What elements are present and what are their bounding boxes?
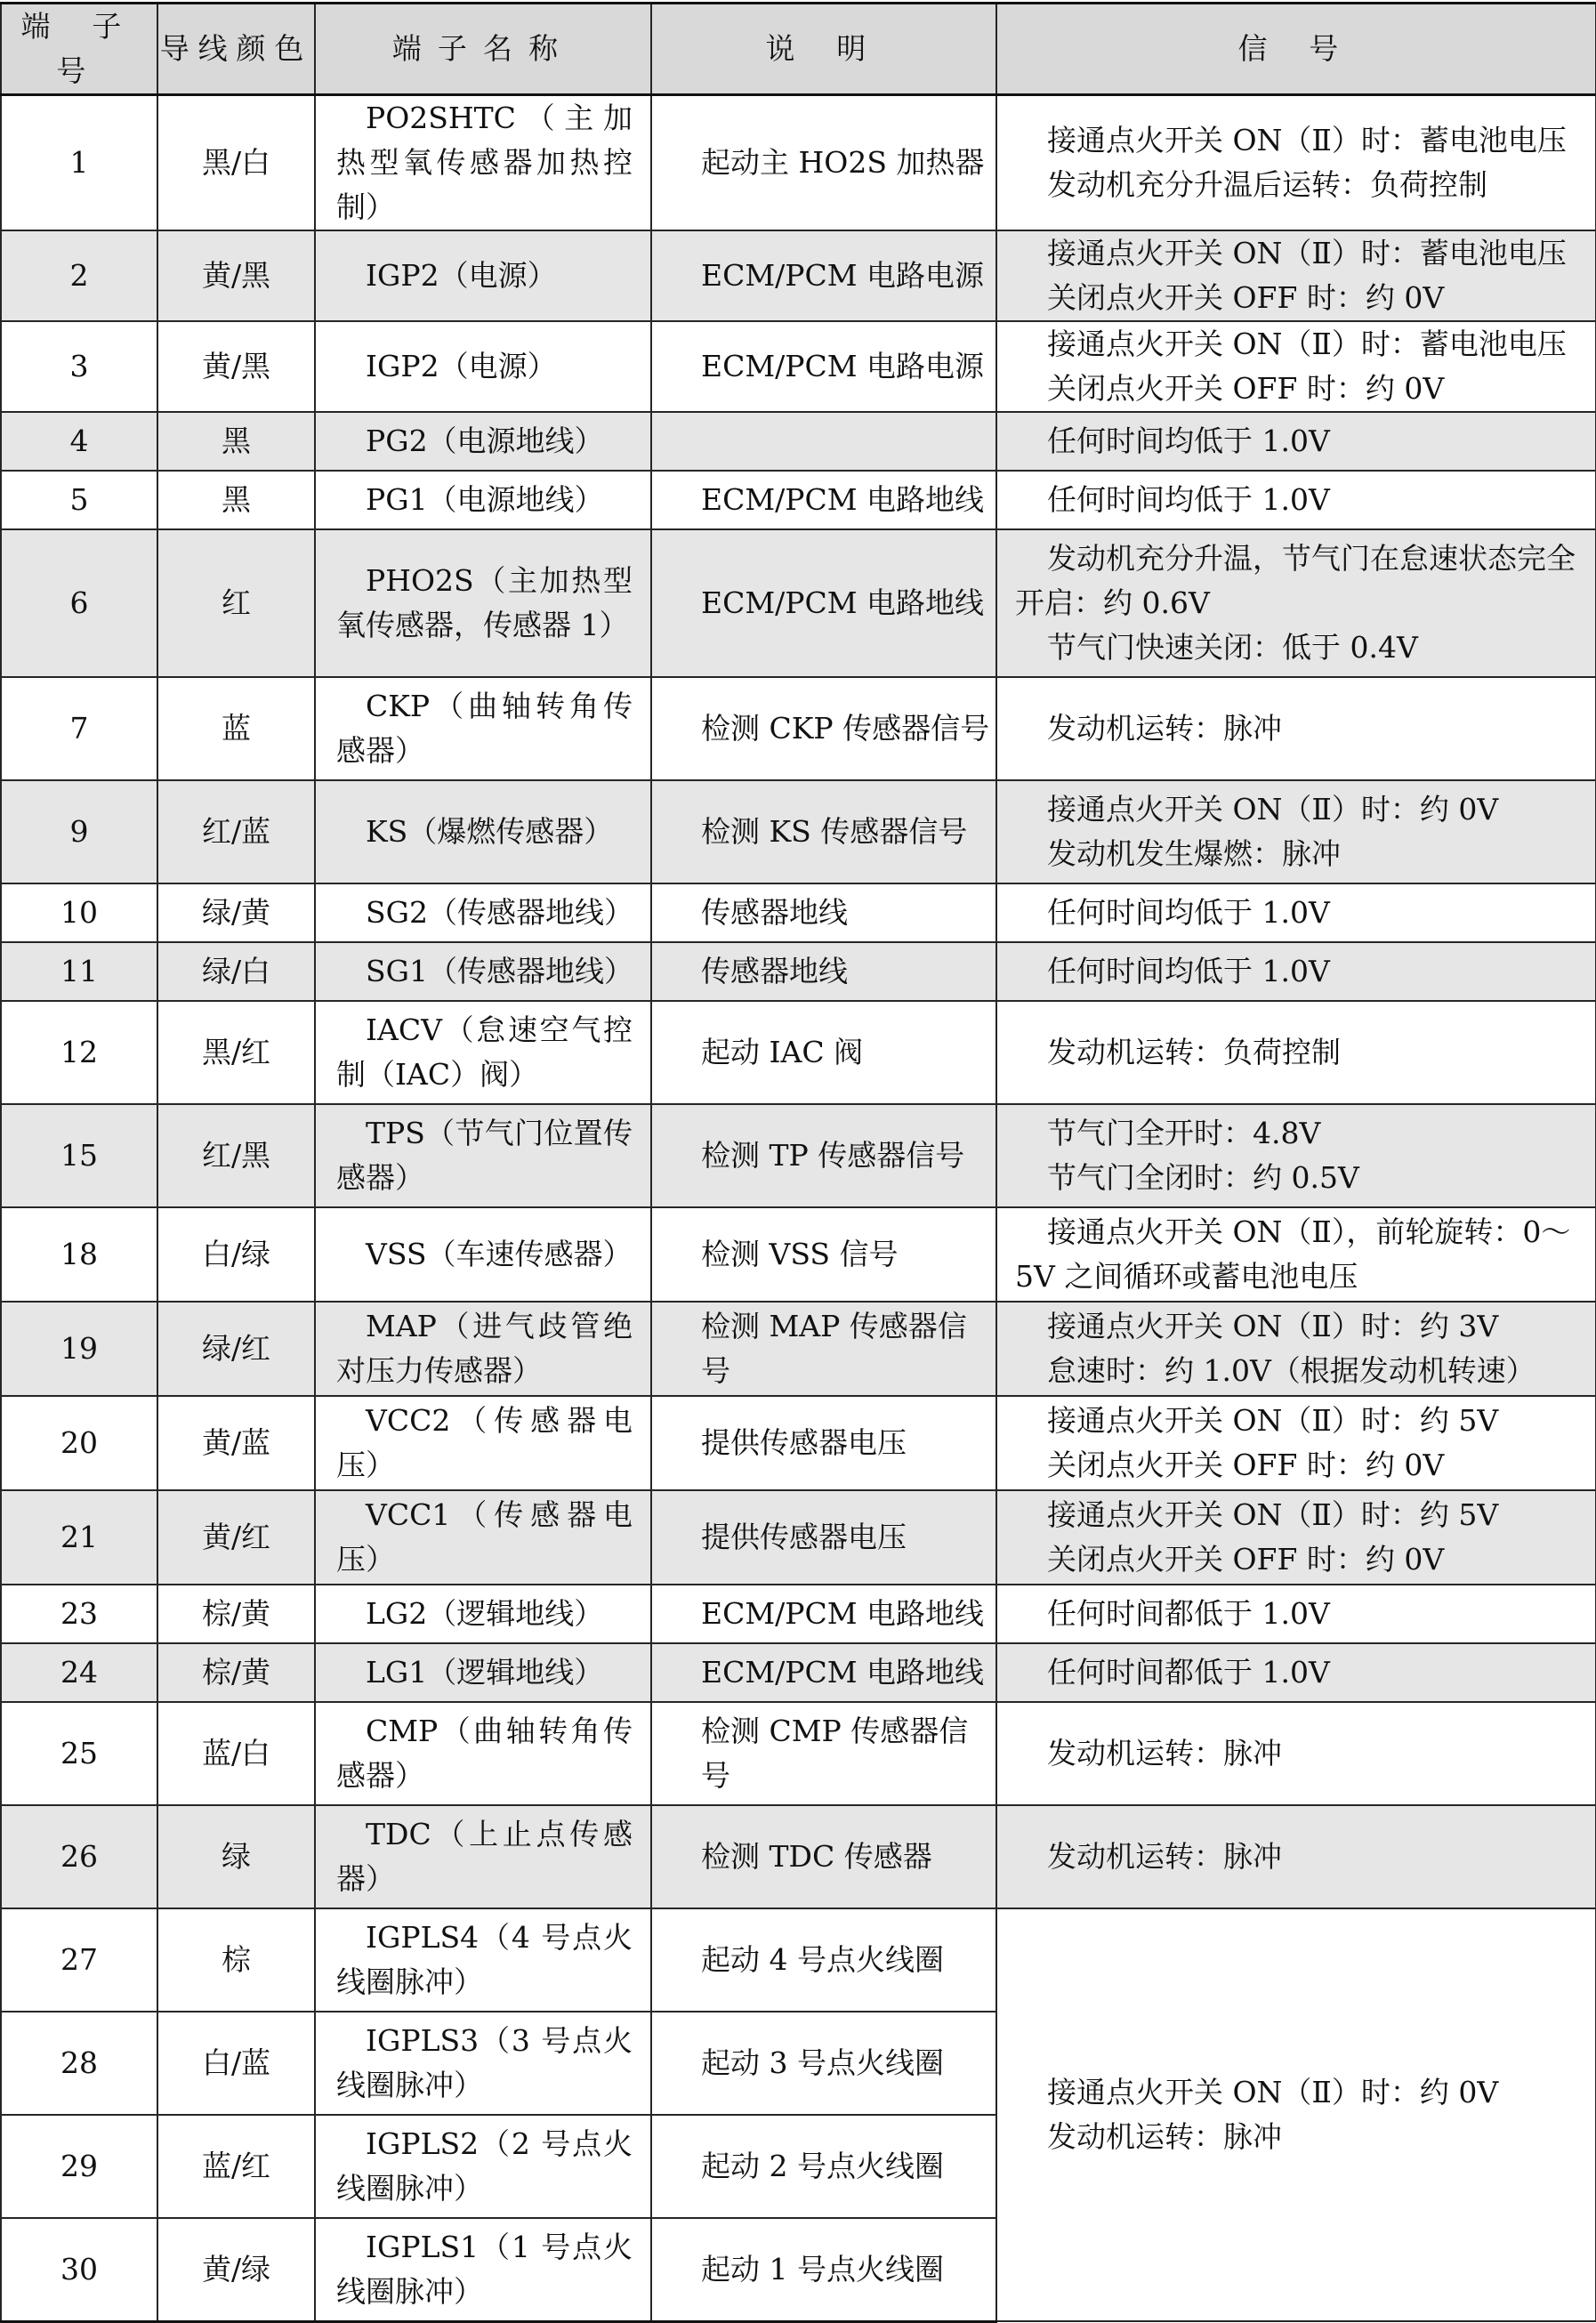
signal (996, 230, 1596, 321)
terminal-name: PG2（电源地线） (315, 412, 651, 471)
terminal-number: 26 (1, 1805, 157, 1908)
description: 传感器地线 (651, 883, 996, 942)
wire-color: 黄/绿 (157, 2218, 315, 2321)
description: 提供传感器电压 (651, 1396, 996, 1490)
wire-color: 蓝 (157, 677, 315, 780)
header-wire-color: 导线颜色 (157, 4, 315, 95)
terminal-name: SG2（传感器地线） (315, 883, 651, 942)
signal-line: 关闭点火开关 OFF 时：约 0V (1047, 1542, 1445, 1577)
terminal-number: 1 (1, 95, 157, 231)
wire-color: 红/黑 (157, 1104, 315, 1207)
terminal-number: 15 (1, 1104, 157, 1207)
wire-color: 白/绿 (157, 1207, 315, 1302)
wire-color: 黄/蓝 (157, 1396, 315, 1490)
description: 起动 1 号点火线圈 (651, 2218, 996, 2321)
table-row (1, 1805, 1596, 1908)
wire-color: 红 (157, 529, 315, 677)
description: ECM/PCM 电路地线 (651, 529, 996, 677)
wire-color: 黑/红 (157, 1001, 315, 1104)
description: 检测 MAP 传感器信号 (651, 1302, 996, 1396)
description: 起动 4 号点火线圈 (651, 1908, 996, 2012)
terminal-number: 11 (1, 942, 157, 1001)
terminal-name: IGP2（电源） (315, 321, 651, 412)
table-row (1, 1643, 1596, 1702)
signal (996, 1805, 1596, 1908)
wire-color: 棕/黄 (157, 1585, 315, 1643)
terminal-name: PG1（电源地线） (315, 471, 651, 529)
signal-line: 接通点火开关 ON（Ⅱ）时：约 3V (1047, 1309, 1499, 1343)
table-row (1, 321, 1596, 412)
terminal-name: VSS（车速传感器） (315, 1207, 651, 1302)
signal-line: 接通点火开关 ON（Ⅱ）时：蓄电池电压 (1047, 236, 1567, 270)
signal-line: 节气门全闭时：约 0.5V (1047, 1160, 1359, 1195)
signal-line: 发动机发生爆燃：脉冲 (1047, 836, 1341, 871)
signal (996, 780, 1596, 883)
signal-line: 发动机运转：脉冲 (1047, 711, 1282, 746)
signal (996, 1001, 1596, 1104)
terminal-number: 10 (1, 883, 157, 942)
description: ECM/PCM 电路电源 (651, 321, 996, 412)
signal-line: 接通点火开关 ON（Ⅱ）时：蓄电池电压 (1047, 327, 1567, 361)
wire-color: 绿/红 (157, 1302, 315, 1396)
table-row (1, 471, 1596, 529)
signal-line: 接通点火开关 ON（Ⅱ）时：约 5V (1047, 1403, 1499, 1438)
signal (996, 321, 1596, 412)
terminal-name: IGP2（电源） (315, 230, 651, 321)
signal (996, 942, 1596, 1001)
signal-line: 节气门全开时：4.8V (1047, 1116, 1321, 1150)
signal-line: 怠速时：约 1.0V（根据发动机转速） (1047, 1353, 1536, 1388)
table-row (1, 1396, 1596, 1490)
table-body (1, 95, 1596, 2322)
terminal-number: 18 (1, 1207, 157, 1302)
wire-color: 蓝/白 (157, 1702, 315, 1805)
terminal-number: 30 (1, 2218, 157, 2321)
header-terminal-number: 端 子 号 (1, 4, 157, 95)
table-row (1, 1490, 1596, 1585)
table-row (1, 942, 1596, 1001)
terminal-name: IGPLS3（3 号点火线圈脉冲） (315, 2012, 651, 2115)
signal (996, 1643, 1596, 1702)
signal-line: 发动机运转：脉冲 (1047, 1736, 1282, 1770)
wire-color: 白/蓝 (157, 2012, 315, 2115)
description: 检测 VSS 信号 (651, 1207, 996, 1302)
wire-color: 黄/黑 (157, 230, 315, 321)
description (651, 412, 996, 471)
terminal-name: VCC2（传感器电压） (315, 1396, 651, 1490)
terminal-number: 4 (1, 412, 157, 471)
signal (996, 1396, 1596, 1490)
table-row (1, 1207, 1596, 1302)
description: 起动 IAC 阀 (651, 1001, 996, 1104)
description: ECM/PCM 电路地线 (651, 471, 996, 529)
wire-color: 黄/黑 (157, 321, 315, 412)
terminal-number: 20 (1, 1396, 157, 1490)
signal (996, 529, 1596, 677)
signal (996, 471, 1596, 529)
description: ECM/PCM 电路地线 (651, 1585, 996, 1643)
table-row (1, 883, 1596, 942)
wire-color: 蓝/红 (157, 2115, 315, 2218)
table-row (1, 1104, 1596, 1207)
wire-color: 绿/黄 (157, 883, 315, 942)
signal-line: 任何时间均低于 1.0V (1047, 423, 1330, 458)
table-row (1, 1702, 1596, 1805)
terminal-name: KS（爆燃传感器） (315, 780, 651, 883)
header-description: 说 明 (651, 4, 996, 95)
signal-line: 接通点火开关 ON（Ⅱ）时：约 0V (1047, 792, 1499, 827)
table-header-row (1, 4, 1596, 95)
description: 检测 TP 传感器信号 (651, 1104, 996, 1207)
terminal-name: PO2SHTC（主加热型氧传感器加热控制） (315, 95, 651, 231)
table-row (1, 1585, 1596, 1643)
merged-signal (996, 1908, 1596, 2321)
description: 起动主 HO2S 加热器 (651, 95, 996, 231)
terminal-number: 24 (1, 1643, 157, 1702)
signal-line: 接通点火开关 ON（Ⅱ），前轮旋转：0～5V 之间循环或蓄电池电压 (1015, 1214, 1571, 1294)
terminal-number: 23 (1, 1585, 157, 1643)
table-row (1, 412, 1596, 471)
signal-line: 节气门快速关闭：低于 0.4V (1047, 630, 1418, 665)
terminal-name: LG1（逻辑地线） (315, 1643, 651, 1702)
terminal-number: 27 (1, 1908, 157, 2012)
description: 检测 CMP 传感器信号 (651, 1702, 996, 1805)
terminal-number: 28 (1, 2012, 157, 2115)
signal (996, 95, 1596, 231)
terminal-number: 2 (1, 230, 157, 321)
signal-line: 任何时间均低于 1.0V (1047, 482, 1330, 517)
signal-line: 任何时间都低于 1.0V (1047, 1655, 1330, 1690)
ecm-terminal-table (0, 2, 1596, 2323)
signal (996, 1104, 1596, 1207)
terminal-name: LG2（逻辑地线） (315, 1585, 651, 1643)
wire-color: 棕/黄 (157, 1643, 315, 1702)
description: 提供传感器电压 (651, 1490, 996, 1585)
wire-color: 棕 (157, 1908, 315, 2012)
signal (996, 412, 1596, 471)
description: ECM/PCM 电路地线 (651, 1643, 996, 1702)
description: ECM/PCM 电路电源 (651, 230, 996, 321)
description: 检测 CKP 传感器信号 (651, 677, 996, 780)
signal (996, 1490, 1596, 1585)
description: 起动 2 号点火线圈 (651, 2115, 996, 2218)
signal (996, 1702, 1596, 1805)
signal (996, 1302, 1596, 1396)
wire-color: 绿 (157, 1805, 315, 1908)
terminal-name: IACV（怠速空气控制（IAC）阀） (315, 1001, 651, 1104)
signal-line: 关闭点火开关 OFF 时：约 0V (1047, 371, 1445, 406)
table-row (1, 95, 1596, 231)
wire-color: 黑/白 (157, 95, 315, 231)
description: 传感器地线 (651, 942, 996, 1001)
table-row (1, 1302, 1596, 1396)
signal-line: 关闭点火开关 OFF 时：约 0V (1047, 1448, 1445, 1482)
terminal-number: 5 (1, 471, 157, 529)
signal (996, 677, 1596, 780)
table-row (1, 1001, 1596, 1104)
table-row (1, 230, 1596, 321)
description: 检测 KS 传感器信号 (651, 780, 996, 883)
table-row (1, 677, 1596, 780)
terminal-name: PHO2S（主加热型氧传感器，传感器 1） (315, 529, 651, 677)
signal-line: 关闭点火开关 OFF 时：约 0V (1047, 280, 1445, 315)
terminal-number: 7 (1, 677, 157, 780)
signal-line: 发动机充分升温，节气门在怠速状态完全开启：约 0.6V (1015, 541, 1576, 620)
wire-color: 绿/白 (157, 942, 315, 1001)
table-row (1, 780, 1596, 883)
wire-color: 红/蓝 (157, 780, 315, 883)
signal-line: 任何时间均低于 1.0V (1047, 954, 1330, 988)
terminal-name: IGPLS2（2 号点火线圈脉冲） (315, 2115, 651, 2218)
signal-line: 任何时间都低于 1.0V (1047, 1596, 1330, 1631)
signal-line: 发动机运转：脉冲 (1047, 1839, 1282, 1874)
terminal-name: TPS（节气门位置传感器） (315, 1104, 651, 1207)
terminal-name: SG1（传感器地线） (315, 942, 651, 1001)
terminal-number: 21 (1, 1490, 157, 1585)
signal-line: 发动机充分升温后运转：负荷控制 (1047, 167, 1487, 202)
terminal-name: IGPLS1（1 号点火线圈脉冲） (315, 2218, 651, 2321)
signal-line: 接通点火开关 ON（Ⅱ）时：约 0V (1047, 2075, 1499, 2109)
header-signal: 信 号 (996, 4, 1596, 95)
signal-line: 接通点火开关 ON（Ⅱ）时：约 5V (1047, 1497, 1499, 1532)
wire-color: 黑 (157, 471, 315, 529)
description: 检测 TDC 传感器 (651, 1805, 996, 1908)
terminal-name: TDC（上止点传感器） (315, 1805, 651, 1908)
signal (996, 883, 1596, 942)
signal-line: 任何时间均低于 1.0V (1047, 895, 1330, 930)
terminal-name: MAP（进气歧管绝对压力传感器） (315, 1302, 651, 1396)
terminal-number: 3 (1, 321, 157, 412)
terminal-number: 29 (1, 2115, 157, 2218)
terminal-name: CKP（曲轴转角传感器） (315, 677, 651, 780)
table-row (1, 529, 1596, 677)
terminal-number: 12 (1, 1001, 157, 1104)
table-row (1, 1908, 1596, 2012)
header-terminal-name: 端子名称 (315, 4, 651, 95)
signal (996, 1207, 1596, 1302)
terminal-name: IGPLS4（4 号点火线圈脉冲） (315, 1908, 651, 2012)
signal-line: 发动机运转：脉冲 (1047, 2119, 1282, 2154)
terminal-number: 6 (1, 529, 157, 677)
terminal-number: 19 (1, 1302, 157, 1396)
terminal-number: 9 (1, 780, 157, 883)
terminal-name: CMP（曲轴转角传感器） (315, 1702, 651, 1805)
wire-color: 黑 (157, 412, 315, 471)
terminal-name: VCC1（传感器电压） (315, 1490, 651, 1585)
terminal-number: 25 (1, 1702, 157, 1805)
wire-color: 黄/红 (157, 1490, 315, 1585)
signal-line: 发动机运转：负荷控制 (1047, 1035, 1341, 1069)
signal (996, 1585, 1596, 1643)
signal-line: 接通点火开关 ON（Ⅱ）时：蓄电池电压 (1047, 123, 1567, 157)
description: 起动 3 号点火线圈 (651, 2012, 996, 2115)
